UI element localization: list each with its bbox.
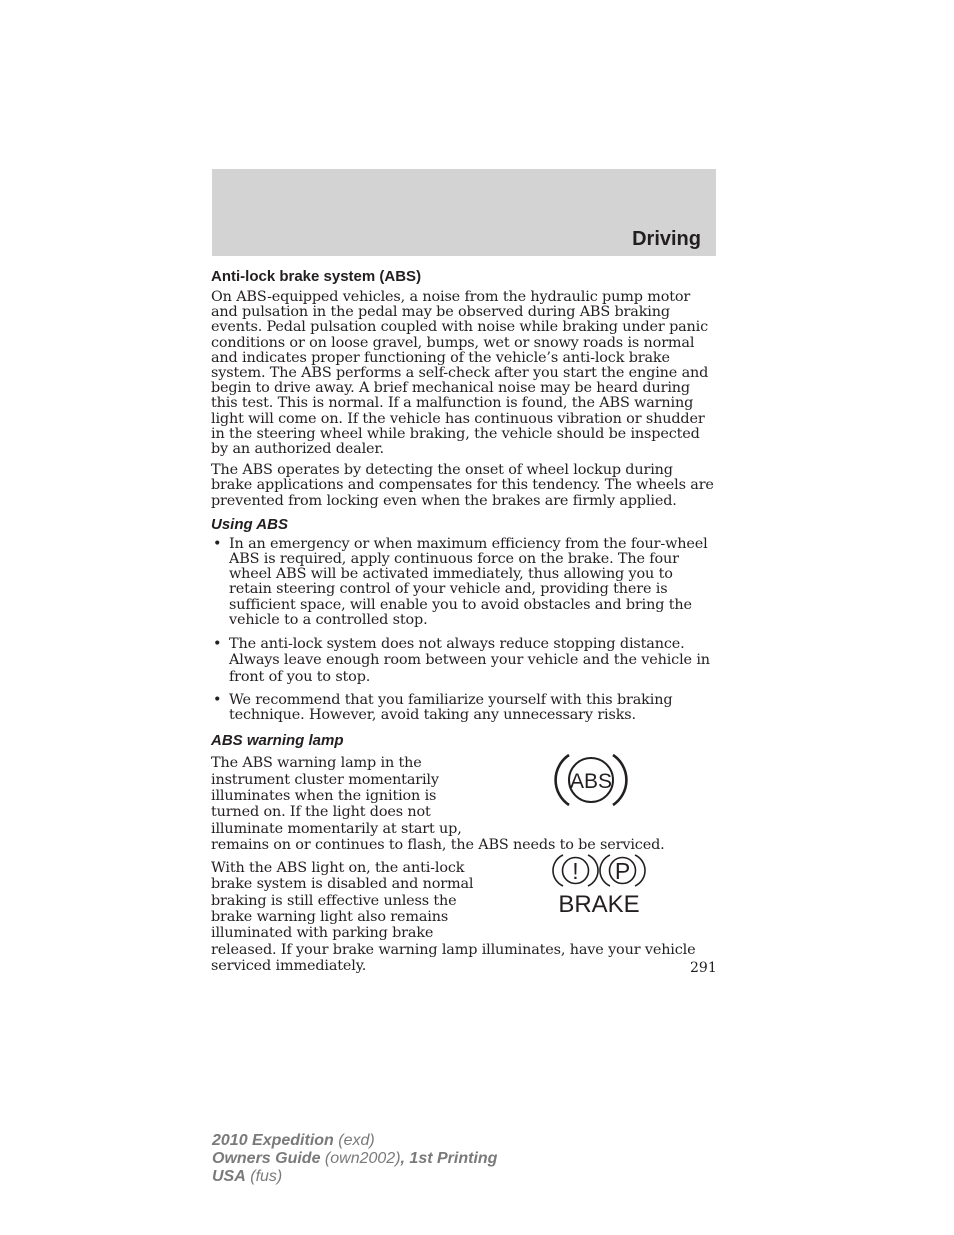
brake-line: illuminated with parking brake xyxy=(211,925,434,942)
footer-region-code: (fus) xyxy=(250,1168,283,1185)
brake-line: braking is still effective unless the xyxy=(211,892,457,909)
lamp-line: remains on or continues to flash, the ABS needs to be serviced. xyxy=(211,836,665,853)
brake-line: With the ABS light on, the anti-lock xyxy=(211,860,465,877)
bullet-glyph: • xyxy=(213,691,222,708)
brake-line: serviced immediately. xyxy=(211,957,367,974)
brake-icon-label: BRAKE xyxy=(558,891,640,919)
footer-model-code: (exd) xyxy=(338,1132,375,1149)
heading-abs-warning-lamp: ABS warning lamp xyxy=(211,732,344,750)
using-abs-list xyxy=(211,537,716,724)
list-item-text: We recommend that you familiarize yourself with this braking technique. However, avoid taking any unnecessary risks. xyxy=(229,691,673,724)
footer-line-guide xyxy=(212,1150,497,1168)
abs-icon-label: ABS xyxy=(569,770,613,794)
brake-line: released. If your brake warning lamp illuminates, have your vehicle xyxy=(211,941,696,958)
heading-using-abs: Using ABS xyxy=(211,515,288,533)
abs-warning-icon xyxy=(553,750,629,810)
list-item-text: In an emergency or when maximum efficiency from the four-wheel ABS is required, apply continuous force on the brake. The four wheel ABS will be activated immediately, thus allowing you to retain steering control of your vehicle and, providing there is sufficient space, will enable you to avoid obstacles and bring the vehicle to a controlled stop. xyxy=(229,535,708,628)
lamp-line: illuminates when the ignition is xyxy=(211,787,437,804)
brake-line: brake system is disabled and normal xyxy=(211,876,474,893)
footer-line-model xyxy=(212,1132,497,1150)
brake-warning-icon xyxy=(551,852,647,918)
list-item xyxy=(211,636,716,685)
brake-icon-excl: ! xyxy=(572,858,579,885)
lamp-line: illuminate momentarily at start up, xyxy=(211,820,462,837)
list-item xyxy=(211,537,716,628)
footer-guide-code: (own2002) xyxy=(324,1150,401,1167)
footer-line-region xyxy=(212,1168,497,1186)
lamp-line: turned on. If the light does not xyxy=(211,804,431,821)
brake-line: brake warning light also remains xyxy=(211,909,449,926)
footer-guide: Owners Guide xyxy=(212,1150,321,1167)
footer-model: 2010 Expedition xyxy=(212,1132,334,1149)
brake-lamp-block xyxy=(211,860,716,974)
page-number: 291 xyxy=(690,960,717,976)
footer-printing: , 1st Printing xyxy=(400,1150,498,1167)
list-item xyxy=(211,693,716,723)
abs-lamp-block xyxy=(211,755,716,853)
paragraph-abs-operation: The ABS operates by detecting the onset of wheel lockup during brake applications and compensates for this tendency. The wheels are prevented from locking even when the brakes are firmly applied. xyxy=(211,462,714,509)
brake-icon-p: P xyxy=(614,858,631,885)
lamp-line: The ABS warning lamp in the xyxy=(211,755,422,772)
lamp-line: instrument cluster momentarily xyxy=(211,771,439,788)
footer-region: USA xyxy=(212,1168,246,1185)
paragraph-abs-noise: On ABS-equipped vehicles, a noise from the hydraulic pump motor and pulsation in the pedal may be observed during ABS braking events. Pedal pulsation coupled with noise while braking under panic conditions or on loose gravel, bumps, wet or snowy roads is normal and indicates proper functioning of the vehicle’s anti-lock brake system. The ABS performs a self-check after you start the engine and begin to drive away. A brief mechanical noise may be heard during this test. This is normal. If a malfunction is found, the ABS warning light will come on. If the vehicle has continuous vibration or shudder in the steering wheel while braking, the vehicle should be inspected by an authorized dealer. xyxy=(211,289,709,458)
bullet-glyph: • xyxy=(213,535,222,552)
heading-abs: Anti-lock brake system (ABS) xyxy=(211,268,422,285)
list-item-text: The anti-lock system does not always reduce stopping distance. Always leave enough room between your vehicle and the vehicle in front of you to stop. xyxy=(229,636,710,685)
page-content xyxy=(211,266,716,974)
section-title: Driving xyxy=(632,228,701,250)
footer xyxy=(212,1132,497,1186)
bullet-glyph: • xyxy=(213,636,222,653)
section-header-band xyxy=(212,169,716,256)
